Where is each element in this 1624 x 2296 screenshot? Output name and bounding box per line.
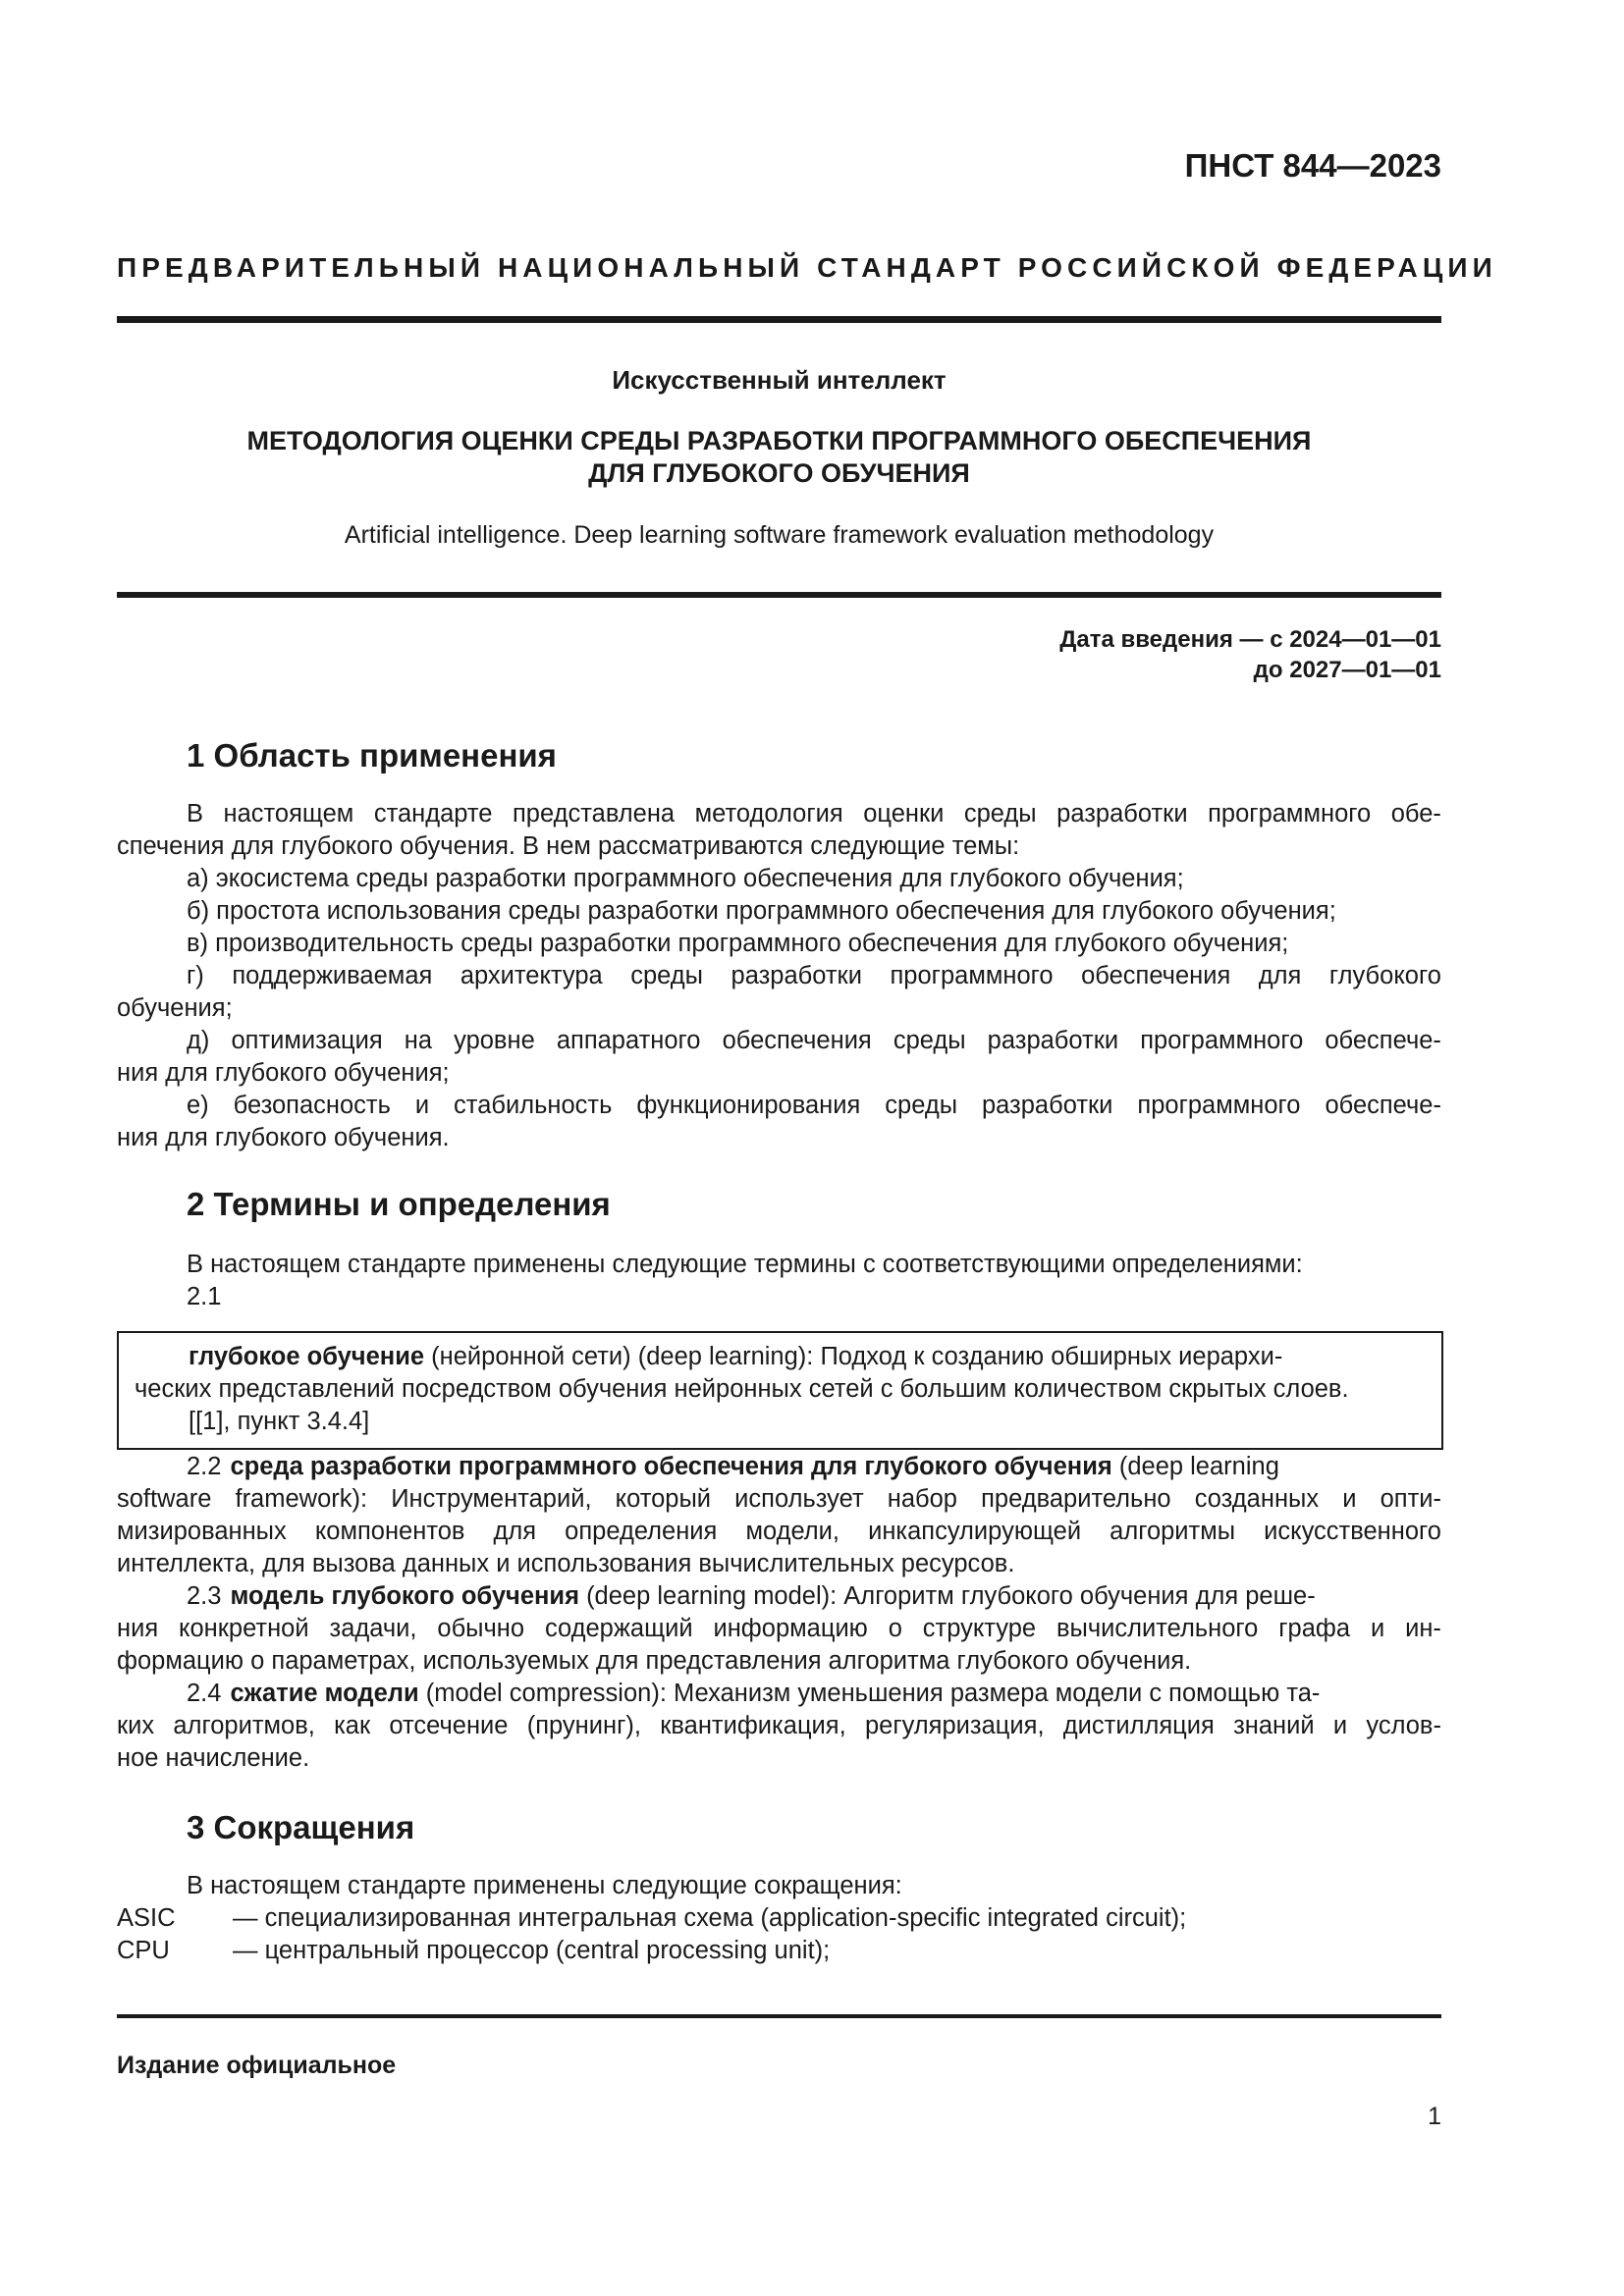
title-line-2: ДЛЯ ГЛУБОКОГО ОБУЧЕНИЯ (588, 458, 970, 488)
abbreviation-value: — центральный процессор (central processing unit); (233, 1937, 831, 1964)
abbreviation-key: CPU (117, 1937, 170, 1964)
term-2-2-term: среда разработки программного обеспечения для глубокого обучения (230, 1453, 1112, 1480)
abbreviation-value: — специализированная интегральная схема (application-specific integrated circuit); (233, 1904, 1187, 1932)
term-2-2-number: 2.2 (187, 1453, 222, 1480)
list-item-v: в) производительность среды разработки программного обеспечения для глубокого обучения; (187, 930, 1289, 957)
text-line: интеллекта, для вызова данных и использования вычислительных ресурсов. (117, 1550, 1015, 1577)
standard-type: ПРЕДВАРИТЕЛЬНЫЙ НАЦИОНАЛЬНЫЙ СТАНДАРТ РОССИЙСКОЙ ФЕДЕРАЦИИ (117, 252, 1497, 283)
term-2-1-line-1 (119, 1341, 1441, 1373)
term-2-4-line-1 (117, 1678, 1441, 1710)
effective-date-to: до 2027—01—01 (1253, 657, 1441, 683)
term-2-1-number: 2.1 (187, 1283, 222, 1310)
abbreviation-item (117, 1902, 1441, 1935)
document-subject: Искусственный интеллект (612, 365, 947, 395)
term-2-4-number: 2.4 (187, 1680, 222, 1707)
list-item-d-cont: ния для глубокого обучения; (117, 1059, 450, 1087)
section-2-intro (117, 1249, 1441, 1313)
term-2-3-number: 2.3 (187, 1582, 222, 1610)
term-2-2-definition: (deep learning (1111, 1453, 1279, 1480)
text-line: В настоящем стандарте применены следующие термины с соответствующими определениями: (187, 1251, 1303, 1278)
title-rule (117, 592, 1441, 598)
section-3-body (117, 1870, 1441, 1967)
term-2-1-box (117, 1331, 1443, 1450)
term-2-2-line-1 (117, 1451, 1441, 1483)
text-line: ния конкретной задачи, обычно содержащий информацию о структуре вычислительного графа и ин- (117, 1615, 1441, 1642)
section-3-heading: 3 Сокращения (187, 1809, 415, 1845)
term-2-4-definition: (model compression): Механизм уменьшения размера модели с помощью та- (418, 1680, 1321, 1707)
list-item-g-cont: обучения; (117, 994, 233, 1022)
list-item-a: а) экосистема среды разработки программного обеспечения для глубокого обучения; (187, 865, 1184, 892)
abbreviation-item (117, 1935, 1441, 1967)
title-line-1: МЕТОДОЛОГИЯ ОЦЕНКИ СРЕДЫ РАЗРАБОТКИ ПРОГРАММНОГО ОБЕСПЕЧЕНИЯ (246, 426, 1312, 455)
document-title (117, 425, 1441, 490)
list-item-d: д) оптимизация на уровне аппаратного обеспечения среды разработки программного обеспече- (187, 1027, 1441, 1054)
list-item-e: е) безопасность и стабильность функционирования среды разработки программного обеспече- (187, 1092, 1441, 1119)
text-line: ких алгоритмов, как отсечение (прунинг), квантификация, регуляризация, дистилляция знаний и услов- (117, 1712, 1441, 1739)
section-1-heading: 1 Область применения (187, 737, 557, 774)
document-title-english: Artificial intelligence. Deep learning software framework evaluation methodology (344, 521, 1215, 549)
list-item-g: г) поддерживаемая архитектура среды разработки программного обеспечения для глубокого (187, 962, 1441, 989)
term-2-1-term: глубокое обучение (189, 1343, 425, 1370)
list-item-e-cont: ния для глубокого обучения. (117, 1124, 450, 1151)
term-2-3-definition: (deep learning model): Алгоритм глубокого обучения для реше- (578, 1582, 1316, 1610)
term-2-1-line-2: ческих представлений посредством обучения нейронных сетей с большим количеством скрытых слоев. (135, 1375, 1349, 1403)
term-2-3-term: модель глубокого обучения (230, 1582, 579, 1610)
text-line: ное начисление. (117, 1744, 310, 1772)
footer-rule (117, 2014, 1441, 2018)
section-2-heading: 2 Термины и определения (187, 1186, 611, 1222)
section-1-body (117, 798, 1441, 1154)
text-line: мизированных компонентов для определения модели, инкапсулирующей алгоритмы искусственного (117, 1518, 1441, 1545)
text-line: спечения для глубокого обучения. В нем рассматриваются следующие темы: (117, 832, 1020, 860)
effective-date-from: Дата введения — с 2024—01—01 (1059, 626, 1441, 653)
edition-note: Издание официальное (117, 2052, 397, 2079)
abbreviation-key: ASIC (117, 1904, 176, 1932)
text-line: В настоящем стандарте применены следующие сокращения: (187, 1872, 902, 1899)
term-2-4-term: сжатие модели (230, 1680, 419, 1707)
effective-dates (1059, 624, 1441, 685)
list-item-b: б) простота использования среды разработки программного обеспечения для глубокого обучения; (187, 897, 1336, 925)
term-2-1-definition: (нейронной сети) (deep learning): Подход к созданию обширных иерархи- (424, 1343, 1283, 1370)
section-2-terms (117, 1451, 1441, 1775)
header-rule (117, 316, 1441, 323)
page-number: 1 (1428, 2103, 1441, 2130)
text-line: формацию о параметрах, используемых для представления алгоритма глубокого обучения. (117, 1647, 1192, 1675)
text-line: software framework): Инструментарий, который использует набор предварительно созданных и опти- (117, 1485, 1441, 1513)
standard-number: ПНСТ 844—2023 (1184, 147, 1441, 184)
text-line: В настоящем стандарте представлена методология оценки среды разработки программного обе- (187, 800, 1441, 828)
term-2-3-line-1 (117, 1580, 1441, 1613)
term-2-1-reference: [[1], пункт 3.4.4] (189, 1408, 370, 1435)
